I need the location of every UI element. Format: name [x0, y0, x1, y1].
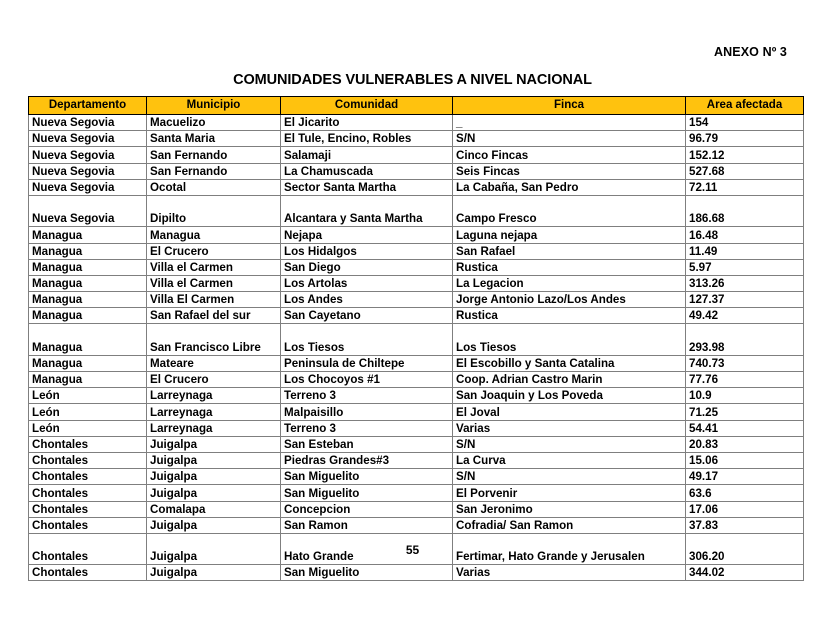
cell-area-afectada: 186.68	[686, 195, 804, 226]
page-number: 55	[405, 543, 420, 557]
cell-area-afectada: 152.12	[686, 147, 804, 163]
cell-departamento: Chontales	[29, 501, 147, 517]
cell-departamento: León	[29, 420, 147, 436]
cell-departamento: Nueva Segovia	[29, 147, 147, 163]
cell-departamento: Managua	[29, 308, 147, 324]
cell-finca: Coop. Adrian Castro Marin	[453, 372, 686, 388]
cell-municipio: Juigalpa	[147, 436, 281, 452]
cell-municipio: Larreynaga	[147, 388, 281, 404]
table-row	[29, 355, 804, 371]
cell-departamento: León	[29, 404, 147, 420]
cell-finca: Rustica	[453, 259, 686, 275]
cell-departamento: Managua	[29, 243, 147, 259]
cell-comunidad: San Diego	[281, 259, 453, 275]
cell-municipio: Juigalpa	[147, 533, 281, 564]
cell-comunidad: Hato Grande	[281, 533, 453, 564]
table-row	[29, 517, 804, 533]
cell-comunidad: Los Andes	[281, 292, 453, 308]
cell-departamento: Managua	[29, 259, 147, 275]
cell-area-afectada: 15.06	[686, 452, 804, 468]
cell-area-afectada: 740.73	[686, 355, 804, 371]
cell-municipio: San Fernando	[147, 147, 281, 163]
cell-finca: San Jeronimo	[453, 501, 686, 517]
table-row	[29, 308, 804, 324]
cell-comunidad: Terreno 3	[281, 420, 453, 436]
cell-municipio: Macuelizo	[147, 115, 281, 131]
cell-departamento: Chontales	[29, 452, 147, 468]
cell-departamento: Chontales	[29, 517, 147, 533]
cell-area-afectada: 306.20	[686, 533, 804, 564]
cell-municipio: Juigalpa	[147, 452, 281, 468]
cell-municipio: Comalapa	[147, 501, 281, 517]
annex-label: ANEXO Nº 3	[714, 45, 787, 59]
table-row	[29, 115, 804, 131]
cell-area-afectada: 5.97	[686, 259, 804, 275]
cell-municipio: San Fernando	[147, 163, 281, 179]
cell-municipio: Larreynaga	[147, 404, 281, 420]
table-header-row	[29, 97, 804, 115]
cell-departamento: Managua	[29, 275, 147, 291]
cell-finca: S/N	[453, 436, 686, 452]
cell-municipio: Juigalpa	[147, 485, 281, 501]
table-row	[29, 275, 804, 291]
cell-comunidad: Los Hidalgos	[281, 243, 453, 259]
column-header-finca: Finca	[453, 97, 686, 115]
cell-comunidad: Nejapa	[281, 227, 453, 243]
cell-departamento: León	[29, 388, 147, 404]
table-row	[29, 452, 804, 468]
cell-finca: Fertimar, Hato Grande y Jerusalen	[453, 533, 686, 564]
cell-comunidad: Malpaisillo	[281, 404, 453, 420]
cell-finca: La Cabaña, San Pedro	[453, 179, 686, 195]
table-row	[29, 565, 804, 581]
cell-municipio: Juigalpa	[147, 469, 281, 485]
cell-area-afectada: 72.11	[686, 179, 804, 195]
cell-comunidad: Alcantara y Santa Martha	[281, 195, 453, 226]
cell-departamento: Nueva Segovia	[29, 163, 147, 179]
cell-area-afectada: 49.42	[686, 308, 804, 324]
cell-comunidad: San Miguelito	[281, 485, 453, 501]
cell-finca: Jorge Antonio Lazo/Los Andes	[453, 292, 686, 308]
cell-municipio: Dipilto	[147, 195, 281, 226]
cell-comunidad: San Cayetano	[281, 308, 453, 324]
table-row	[29, 259, 804, 275]
cell-comunidad: Los Artolas	[281, 275, 453, 291]
cell-finca: S/N	[453, 131, 686, 147]
cell-municipio: Santa Maria	[147, 131, 281, 147]
cell-finca: El Porvenir	[453, 485, 686, 501]
cell-departamento: Managua	[29, 355, 147, 371]
cell-area-afectada: 11.49	[686, 243, 804, 259]
cell-departamento: Nueva Segovia	[29, 179, 147, 195]
cell-comunidad: Los Tiesos	[281, 324, 453, 355]
cell-area-afectada: 154	[686, 115, 804, 131]
cell-comunidad: Salamaji	[281, 147, 453, 163]
cell-finca: Cinco Fincas	[453, 147, 686, 163]
cell-finca: Rustica	[453, 308, 686, 324]
cell-comunidad: San Miguelito	[281, 565, 453, 581]
cell-departamento: Chontales	[29, 485, 147, 501]
cell-finca: Laguna nejapa	[453, 227, 686, 243]
table-row	[29, 163, 804, 179]
cell-municipio: Larreynaga	[147, 420, 281, 436]
cell-departamento: Nueva Segovia	[29, 115, 147, 131]
cell-finca: Varias	[453, 420, 686, 436]
cell-area-afectada: 37.83	[686, 517, 804, 533]
table-row	[29, 372, 804, 388]
cell-area-afectada: 344.02	[686, 565, 804, 581]
vulnerable-communities-table	[28, 96, 804, 581]
column-header-area-afectada: Area afectada	[686, 97, 804, 115]
table-row	[29, 388, 804, 404]
cell-finca: _	[453, 115, 686, 131]
column-header-comunidad: Comunidad	[281, 97, 453, 115]
table-row	[29, 469, 804, 485]
cell-area-afectada: 16.48	[686, 227, 804, 243]
cell-municipio: Juigalpa	[147, 565, 281, 581]
cell-departamento: Nueva Segovia	[29, 195, 147, 226]
cell-municipio: El Crucero	[147, 372, 281, 388]
table-row	[29, 501, 804, 517]
cell-comunidad: Piedras Grandes#3	[281, 452, 453, 468]
cell-finca: Los Tiesos	[453, 324, 686, 355]
cell-municipio: Villa El Carmen	[147, 292, 281, 308]
cell-departamento: Chontales	[29, 436, 147, 452]
cell-area-afectada: 17.06	[686, 501, 804, 517]
cell-finca: El Joval	[453, 404, 686, 420]
cell-area-afectada: 96.79	[686, 131, 804, 147]
cell-area-afectada: 49.17	[686, 469, 804, 485]
cell-area-afectada: 71.25	[686, 404, 804, 420]
vulnerable-communities-table-container	[28, 96, 803, 581]
cell-finca: La Legacion	[453, 275, 686, 291]
cell-municipio: Ocotal	[147, 179, 281, 195]
cell-comunidad: San Miguelito	[281, 469, 453, 485]
cell-departamento: Managua	[29, 324, 147, 355]
cell-departamento: Managua	[29, 292, 147, 308]
cell-comunidad: Terreno 3	[281, 388, 453, 404]
table-row	[29, 292, 804, 308]
cell-finca: El Escobillo y Santa Catalina	[453, 355, 686, 371]
table-row	[29, 324, 804, 355]
cell-departamento: Managua	[29, 372, 147, 388]
table-row	[29, 147, 804, 163]
cell-area-afectada: 77.76	[686, 372, 804, 388]
table-row	[29, 179, 804, 195]
cell-departamento: Managua	[29, 227, 147, 243]
table-row	[29, 131, 804, 147]
table-row	[29, 404, 804, 420]
table-row	[29, 195, 804, 226]
cell-comunidad: La Chamuscada	[281, 163, 453, 179]
cell-finca: La Curva	[453, 452, 686, 468]
cell-finca: Campo Fresco	[453, 195, 686, 226]
cell-finca: Varias	[453, 565, 686, 581]
cell-comunidad: El Tule, Encino, Robles	[281, 131, 453, 147]
cell-municipio: Managua	[147, 227, 281, 243]
cell-municipio: Villa el Carmen	[147, 275, 281, 291]
cell-comunidad: Los Chocoyos #1	[281, 372, 453, 388]
cell-comunidad: San Ramon	[281, 517, 453, 533]
cell-finca: San Joaquin y Los Poveda	[453, 388, 686, 404]
cell-municipio: San Rafael del sur	[147, 308, 281, 324]
cell-municipio: Mateare	[147, 355, 281, 371]
column-header-municipio: Municipio	[147, 97, 281, 115]
cell-finca: S/N	[453, 469, 686, 485]
cell-comunidad: El Jicarito	[281, 115, 453, 131]
table-row	[29, 420, 804, 436]
cell-comunidad: Sector Santa Martha	[281, 179, 453, 195]
column-header-departamento: Departamento	[29, 97, 147, 115]
table-row	[29, 485, 804, 501]
cell-departamento: Chontales	[29, 533, 147, 564]
cell-area-afectada: 293.98	[686, 324, 804, 355]
cell-area-afectada: 54.41	[686, 420, 804, 436]
cell-departamento: Chontales	[29, 565, 147, 581]
cell-area-afectada: 527.68	[686, 163, 804, 179]
cell-area-afectada: 20.83	[686, 436, 804, 452]
table-row	[29, 243, 804, 259]
table-row	[29, 227, 804, 243]
cell-area-afectada: 10.9	[686, 388, 804, 404]
cell-municipio: San Francisco Libre	[147, 324, 281, 355]
cell-area-afectada: 127.37	[686, 292, 804, 308]
cell-area-afectada: 63.6	[686, 485, 804, 501]
cell-finca: Seis Fincas	[453, 163, 686, 179]
cell-comunidad: Peninsula de Chiltepe	[281, 355, 453, 371]
page-title: COMUNIDADES VULNERABLES A NIVEL NACIONAL	[233, 72, 592, 88]
cell-area-afectada: 313.26	[686, 275, 804, 291]
cell-finca: San Rafael	[453, 243, 686, 259]
cell-departamento: Nueva Segovia	[29, 131, 147, 147]
cell-finca: Cofradia/ San Ramon	[453, 517, 686, 533]
cell-comunidad: San Esteban	[281, 436, 453, 452]
cell-municipio: El Crucero	[147, 243, 281, 259]
cell-municipio: Juigalpa	[147, 517, 281, 533]
table-row	[29, 436, 804, 452]
cell-municipio: Villa el Carmen	[147, 259, 281, 275]
table-body	[29, 115, 804, 581]
cell-comunidad: Concepcion	[281, 501, 453, 517]
cell-departamento: Chontales	[29, 469, 147, 485]
